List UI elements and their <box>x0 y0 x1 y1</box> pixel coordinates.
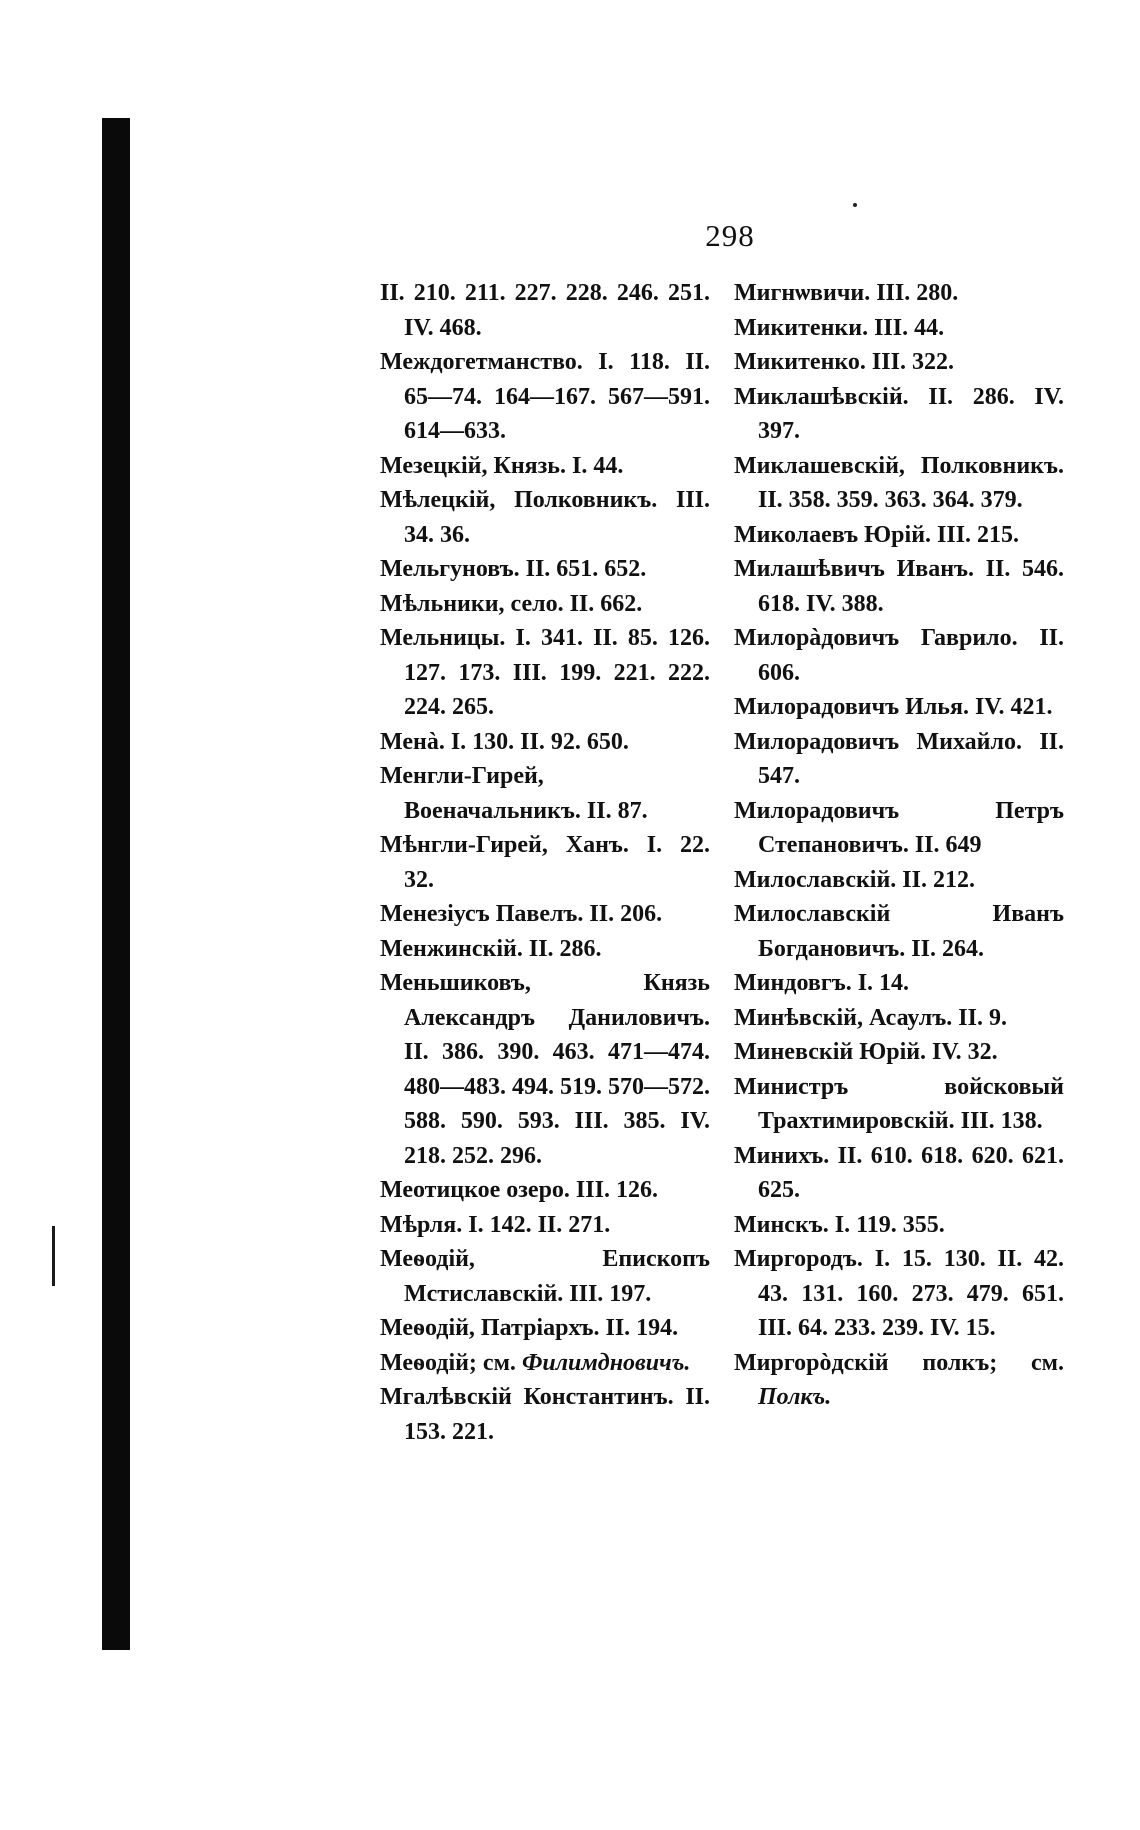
index-entry: Миндовгъ. I. 14. <box>734 970 910 996</box>
page-number: 298 <box>705 218 755 253</box>
index-entry: Меѳодій, Патріархъ. II. 194. <box>380 1315 679 1341</box>
index-entry: Миргородъ. I. 15. 130. II. 42. 43. 131. 160. 273. 479. 651. III. 64. 233. 239. IV. 15. <box>734 1246 1064 1341</box>
index-entry-see-reference <box>380 1346 710 1381</box>
index-entry: Микитенки. III. 44. <box>734 314 945 341</box>
index-entry: Милорадовичъ Михайло. II. 547. <box>734 728 1064 789</box>
index-entry: Менезіусъ Павелъ. II. 206. <box>380 901 663 927</box>
index-entry: Минскъ. I. 119. 355. <box>734 1211 945 1238</box>
index-entry: Мгалѣвскій Константинъ. II. 153. 221. <box>380 1384 710 1445</box>
index-entry: Мезецкій, Князь. I. 44. <box>380 452 624 479</box>
index-entry: Милославскій. II. 212. <box>734 866 975 893</box>
index-entry: Менà. I. 130. II. 92. 650. <box>380 728 629 755</box>
index-entry: Мельницы. I. 341. II. 85. 126. 127. 173. III. 199. 221. 222. 224. 265. <box>380 625 710 720</box>
binding-bar <box>102 118 130 1650</box>
index-entry: Милорадовичъ Петръ Степановичъ. II. 649 <box>734 797 1064 858</box>
index-entry: Минихъ. II. 610. 618. 620. 621. 625. <box>734 1142 1064 1203</box>
index-column-right <box>734 276 1064 1415</box>
ink-speck <box>853 203 857 207</box>
index-entry: Мѣльники, село. II. 662. <box>380 590 643 617</box>
index-entry-see-reference <box>734 1346 1064 1415</box>
index-entry: Миклашевскій, Полковникъ. II. 358. 359. 363. 364. 379. <box>734 452 1064 513</box>
index-entry: Минѣвскій, Асаулъ. II. 9. <box>734 1004 1007 1031</box>
index-entry: Мигнѡвичи. III. 280. <box>734 280 959 306</box>
index-entry: Миневскій Юрій. IV. 32. <box>734 1039 998 1065</box>
index-entry: II. 210. 211. 227. 228. 246. 251. IV. 468. <box>380 280 710 341</box>
index-entry: Меотицкое озеро. III. 126. <box>380 1177 658 1203</box>
index-entry: Милорадовичъ Илья. IV. 421. <box>734 694 1053 720</box>
index-entry: Междогетманство. I. 118. II. 65—74. 164—167. 567—591. 614—633. <box>380 349 710 444</box>
cross-reference: Филимдновичъ. <box>521 1349 691 1376</box>
index-entry: Меѳодій, Епископъ Мстиславскій. III. 197. <box>380 1246 710 1307</box>
index-entry: Мѣрля. I. 142. II. 271. <box>380 1211 611 1238</box>
entry-head: Миргорòдскій полкъ; см. <box>734 1349 1064 1376</box>
index-entry: Милашѣвичъ Иванъ. II. 546. 618. IV. 388. <box>734 556 1064 617</box>
margin-mark <box>52 1226 55 1286</box>
index-entry: Мѣлецкій, Полковникъ. III. 34. 36. <box>380 487 710 548</box>
entry-head: Меѳодій; см. <box>380 1349 516 1376</box>
index-entry: Милорàдовичъ Гаврило. II. 606. <box>734 625 1064 686</box>
index-entry: Мельгуновъ. II. 651. 652. <box>380 556 647 582</box>
index-entry: Микитенко. III. 322. <box>734 349 954 375</box>
index-entry: Менжинскій. II. 286. <box>380 935 602 962</box>
index-entry: Меньшиковъ, Князь Александръ Даниловичъ. II. 386. 390. 463. 471—474. 480—483. 494. 519. 570—572. 588. 590. 593. III. 385. IV. 218. 252. 296. <box>380 970 710 1169</box>
index-entry: Мѣнгли-Гирей, Ханъ. I. 22. 32. <box>380 832 710 893</box>
index-entry: Менгли-Гирей, Военачальникъ. II. 87. <box>380 763 648 824</box>
index-entry: Министръ войсковый Трахтимировскій. III. 138. <box>734 1073 1064 1134</box>
index-entry: Милославскій Иванъ Богдановичъ. II. 264. <box>734 901 1064 962</box>
index-entry: Миклашѣвскій. II. 286. IV. 397. <box>734 383 1064 444</box>
cross-reference: Полкъ. <box>758 1384 832 1410</box>
index-column-left <box>380 276 710 1449</box>
index-entry: Миколаевъ Юрій. III. 215. <box>734 521 1020 548</box>
